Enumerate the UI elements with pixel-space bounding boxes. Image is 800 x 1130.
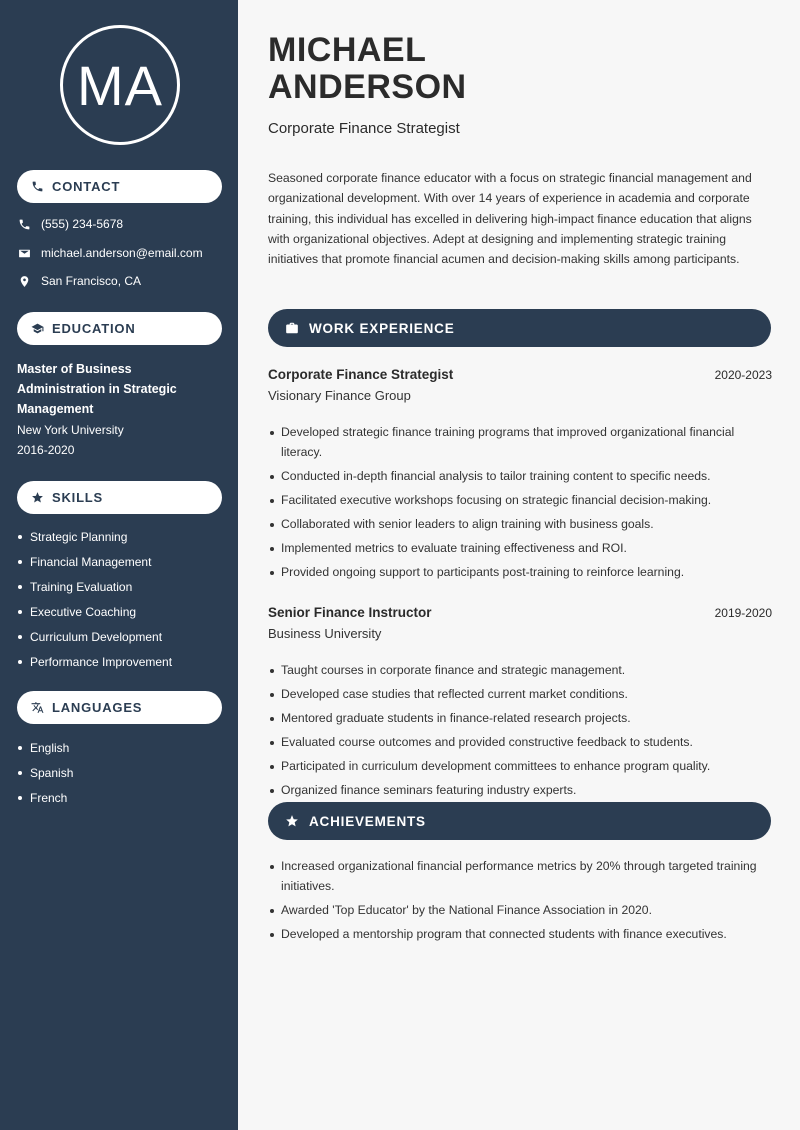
skill-item: Performance Improvement <box>17 653 172 678</box>
language-item: English <box>17 739 73 764</box>
skill-item: Strategic Planning <box>17 528 172 553</box>
work-experience-heading-label: WORK EXPERIENCE <box>309 320 455 336</box>
contact-phone <box>18 217 123 231</box>
job-bullet: Provided ongoing support to participants post-training to reinforce learning. <box>268 563 772 583</box>
education-heading-label: EDUCATION <box>52 321 136 336</box>
job-bullet: Implemented metrics to evaluate training effectiveness and ROI. <box>268 539 772 559</box>
skill-item: Financial Management <box>17 553 172 578</box>
job-dates: 2019-2020 <box>714 606 772 620</box>
skills-list <box>17 528 172 678</box>
skills-heading-label: SKILLS <box>52 490 104 505</box>
job-bullet: Taught courses in corporate finance and strategic management. <box>268 661 772 681</box>
contact-phone-text: (555) 234-5678 <box>41 217 124 231</box>
graduation-cap-icon <box>31 322 44 335</box>
contact-heading <box>17 170 222 203</box>
avatar <box>60 25 180 145</box>
contact-location-text: San Francisco, CA <box>41 274 142 288</box>
job-bullet: Conducted in-depth financial analysis to tailor training content to specific needs. <box>268 467 772 487</box>
job-bullet: Evaluated course outcomes and provided constructive feedback to students. <box>268 733 772 753</box>
briefcase-icon <box>285 321 299 335</box>
job-bullet: Developed case studies that reflected current market conditions. <box>268 685 772 705</box>
skill-item: Executive Coaching <box>17 603 172 628</box>
avatar-initials: MA <box>77 53 163 117</box>
job-title: Senior Finance Instructor <box>268 605 432 620</box>
skill-item: Curriculum Development <box>17 628 172 653</box>
star-icon <box>31 491 44 504</box>
job-bullet: Participated in curriculum development committees to enhance program quality. <box>268 757 772 777</box>
candidate-name <box>268 32 467 106</box>
achievement-item: Increased organizational financial performance metrics by 20% through targeted training initiatives. <box>268 857 772 896</box>
language-item: Spanish <box>17 764 73 789</box>
education-school: New York University <box>17 423 124 437</box>
location-pin-icon <box>18 275 31 288</box>
translate-icon <box>31 701 44 714</box>
job-company: Visionary Finance Group <box>268 388 411 403</box>
achievements-list <box>268 857 772 949</box>
job-entry <box>268 605 772 641</box>
languages-heading-label: LANGUAGES <box>52 700 143 715</box>
candidate-title: Corporate Finance Strategist <box>268 120 460 137</box>
email-icon <box>18 247 31 260</box>
job-company: Business University <box>268 626 382 641</box>
achievement-item: Developed a mentorship program that connected students with finance executives. <box>268 925 772 945</box>
job-title: Corporate Finance Strategist <box>268 367 454 382</box>
achievements-heading-label: ACHIEVEMENTS <box>309 813 426 829</box>
job-bullet: Developed strategic finance training programs that improved organizational financial literacy. <box>268 423 772 462</box>
contact-location <box>18 274 141 288</box>
sidebar <box>0 0 238 1130</box>
contact-email[interactable] <box>18 246 203 260</box>
job-bullet: Facilitated executive workshops focusing on strategic financial decision-making. <box>268 491 772 511</box>
education-entry <box>17 359 217 460</box>
job-bullets <box>268 423 772 587</box>
achievements-heading <box>268 802 771 840</box>
profile-summary: Seasoned corporate finance educator with a focus on strategic financial management and organizational development. With over 14 years of experience in academia and corporate training, this individual has excelled in delivering high-impact finance education that aligns with organizational objectives. Adept at designing and implementing strategic training initiatives that promote financial acumen and decision-making skills among participants. <box>268 171 752 267</box>
name-first: MICHAEL <box>268 31 427 69</box>
phone-icon <box>31 180 44 193</box>
contact-heading-label: CONTACT <box>52 179 121 194</box>
name-last: ANDERSON <box>268 68 467 106</box>
skills-heading <box>17 481 222 514</box>
phone-icon <box>18 218 31 231</box>
job-bullets <box>268 661 772 805</box>
language-item: French <box>17 789 73 814</box>
job-dates: 2020-2023 <box>714 368 772 382</box>
languages-heading <box>17 691 222 724</box>
job-bullet: Organized finance seminars featuring industry experts. <box>268 781 772 801</box>
job-entry <box>268 367 772 403</box>
work-experience-heading <box>268 309 771 347</box>
languages-list <box>17 739 73 814</box>
education-heading <box>17 312 222 345</box>
education-years: 2016-2020 <box>17 443 75 457</box>
star-icon <box>285 814 299 828</box>
achievement-item: Awarded 'Top Educator' by the National Finance Association in 2020. <box>268 901 772 921</box>
job-bullet: Collaborated with senior leaders to align training with business goals. <box>268 515 772 535</box>
job-bullet: Mentored graduate students in finance-related research projects. <box>268 709 772 729</box>
education-degree: Master of Business Administration in Strategic Management <box>17 362 177 416</box>
contact-email-text[interactable]: michael.anderson@email.com <box>41 246 203 260</box>
skill-item: Training Evaluation <box>17 578 172 603</box>
